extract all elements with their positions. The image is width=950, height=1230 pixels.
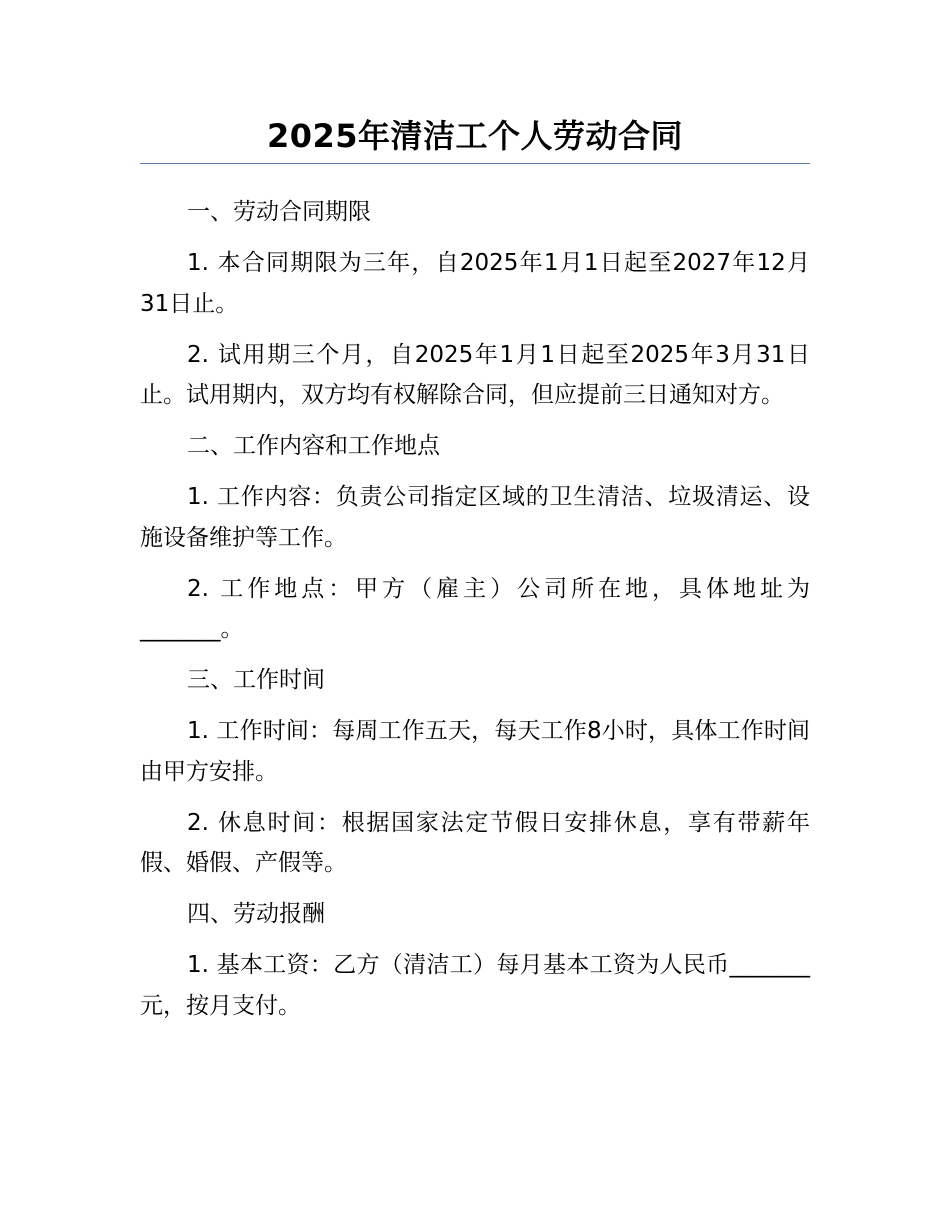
section-heading-hours: 三、工作时间: [187, 667, 325, 693]
section-heading-term: 一、劳动合同期限: [187, 199, 371, 225]
clause-work-2: 2. 工作地点：甲方（雇主）公司所在地，具体地址为_______。: [140, 575, 810, 642]
section-heading-work: 二、工作内容和工作地点: [187, 433, 440, 459]
clause-term-2: 2. 试用期三个月，自2025年1月1日起至2025年3月31日止。试用期内，双方均有权解除合同，但应提前三日通知对方。: [140, 341, 810, 408]
title-underline: [140, 163, 810, 164]
section-heading-pay: 四、劳动报酬: [187, 901, 325, 927]
document-title: 2025年清洁工个人劳动合同: [266, 117, 684, 155]
clause-hours-2: 2. 休息时间：根据国家法定节假日安排休息，享有带薪年假、婚假、产假等。: [140, 809, 810, 876]
clause-work-1: 1. 工作内容：负责公司指定区域的卫生清洁、垃圾清运、设施设备维护等工作。: [140, 484, 810, 551]
clause-hours-1: 1. 工作时间：每周工作五天，每天工作8小时，具体工作时间由甲方安排。: [140, 718, 810, 785]
clause-term-1: 1. 本合同期限为三年，自2025年1月1日起至2027年12月31日止。: [140, 250, 810, 317]
clause-pay-1: 1. 基本工资：乙方（清洁工）每月基本工资为人民币_______元，按月支付。: [140, 952, 810, 1019]
document-body: [140, 192, 810, 1037]
